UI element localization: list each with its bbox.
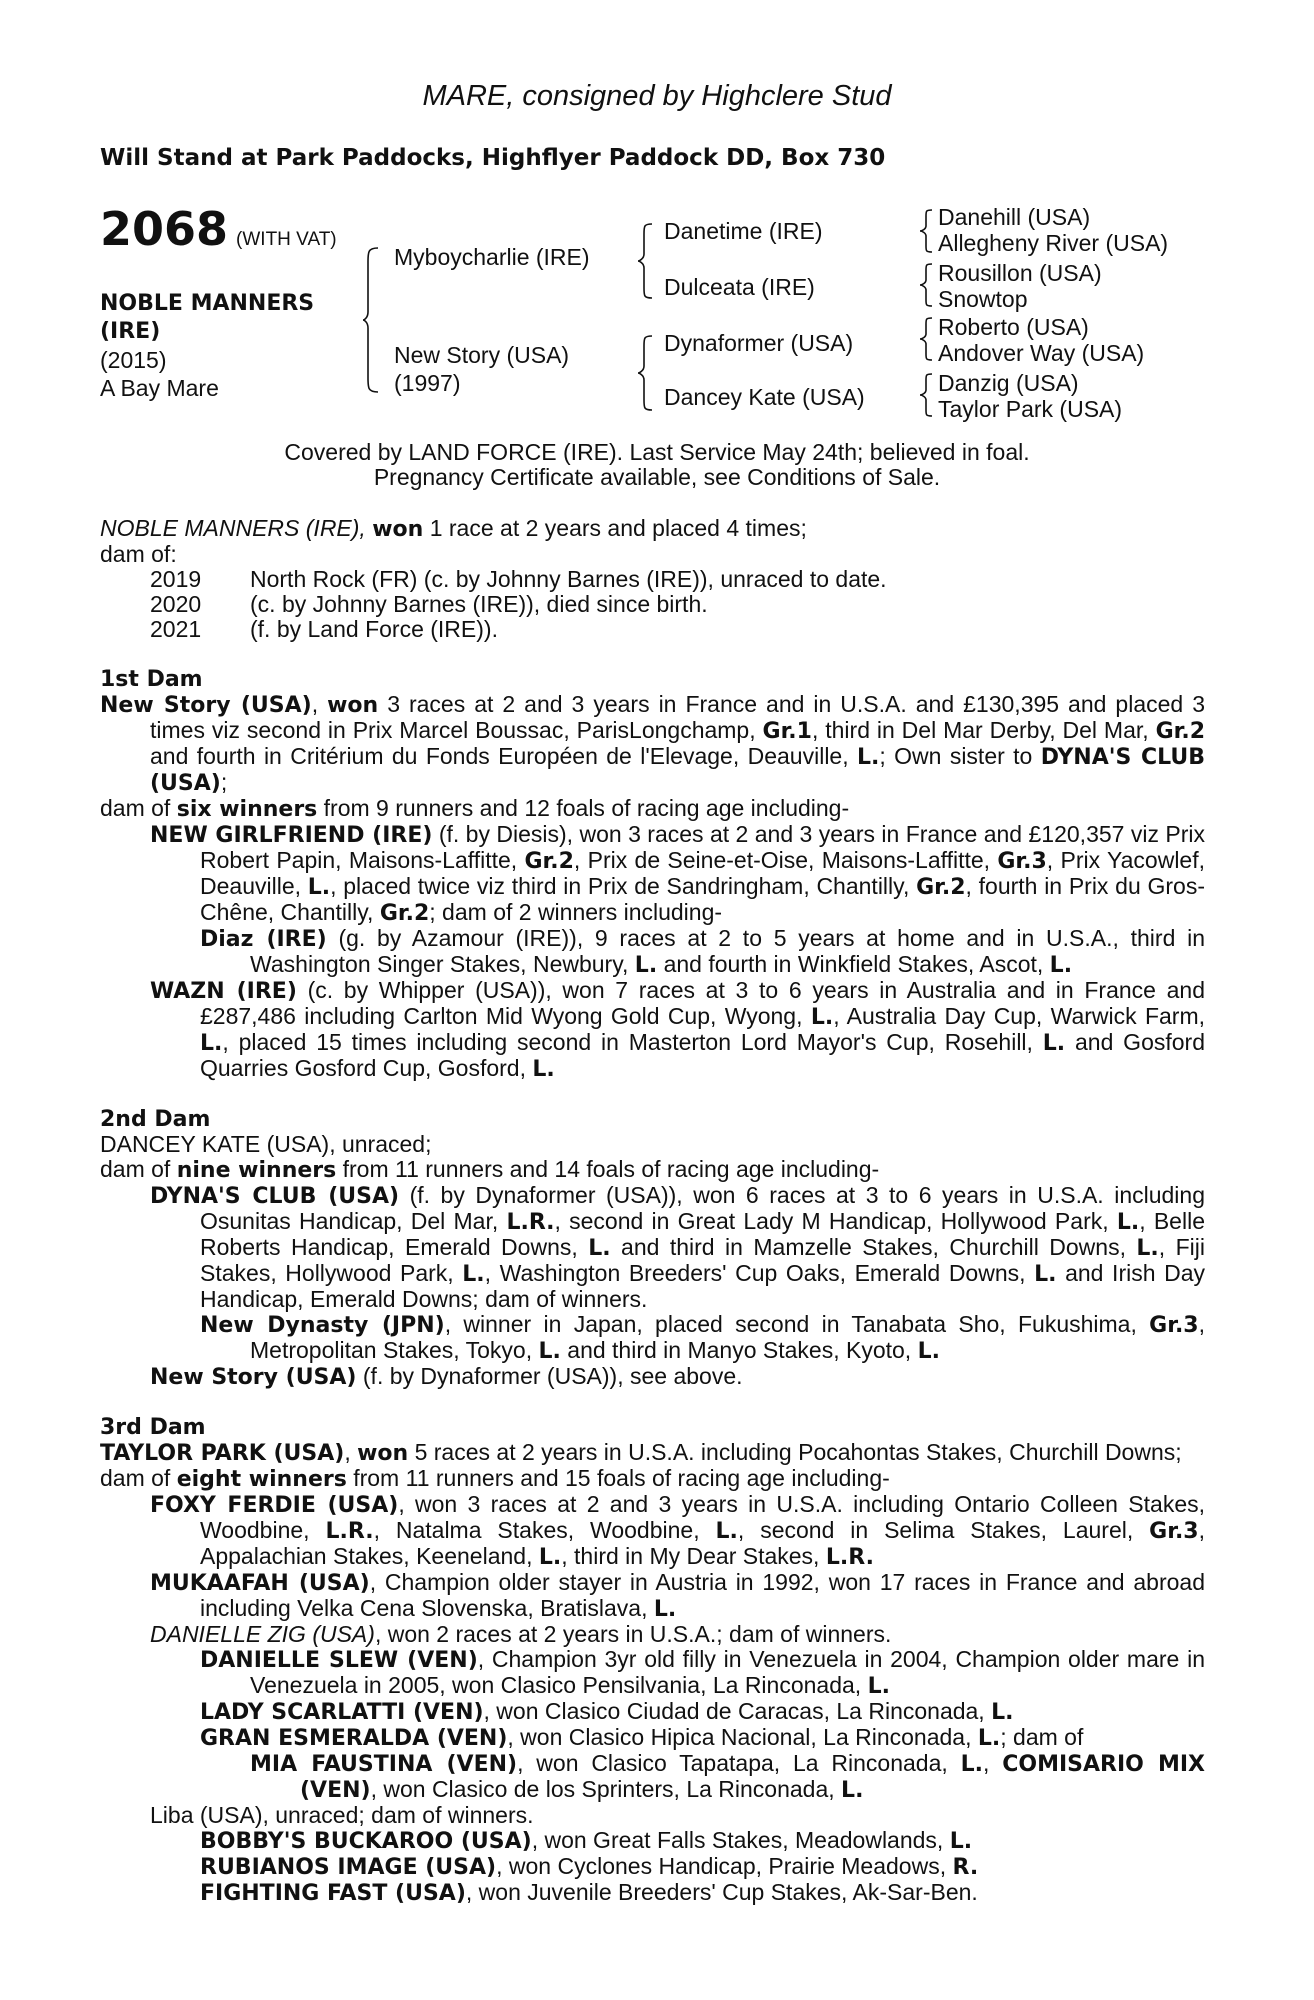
produce-text: (f. by Land Force (IRE)). (250, 616, 498, 642)
grade-label: Gr.2 (916, 875, 966, 900)
listed-label: L. (1034, 1262, 1057, 1287)
text: (g. by Azamour (IRE)), 9 races at 2 to 5 years at home and in U.S.A., third in Washington Singer Stakes, Newbury, (250, 925, 1205, 977)
pedigree-dam: New Story (USA) (394, 342, 570, 368)
produce-year: 2019 (150, 566, 202, 592)
text: , won Clasico Hipica Nacional, La Rinconada, (507, 1724, 978, 1750)
pedigree-g7: Danzig (USA) (938, 370, 1079, 396)
offspring-entry (100, 1828, 1205, 1854)
text: , Fiji Stakes, Hollywood Park, (200, 1234, 1206, 1286)
offspring-entry (100, 1312, 1205, 1364)
offspring-entry (100, 1751, 1205, 1803)
grade-label: Gr.2 (524, 849, 574, 874)
pedigree-dam-dam: Dancey Kate (USA) (664, 384, 865, 410)
pedigree-g5: Roberto (USA) (938, 314, 1089, 340)
offspring-name: New Dynasty (JPN) (200, 1313, 445, 1338)
horse-year: (2015) (100, 347, 167, 373)
pedigree-sire-sire: Danetime (IRE) (664, 218, 823, 244)
pedigree-g3: Rousillon (USA) (938, 260, 1102, 286)
text: , won Juvenile Breeders' Cup Stakes, Ak-Sar-Ben. (465, 1879, 978, 1905)
third-dam-paragraph (100, 1440, 1205, 1466)
text: 5 races at 2 years in U.S.A. including Pocahontas Stakes, Churchill Downs; (408, 1439, 1182, 1465)
listed-label: L. (867, 1674, 890, 1699)
offspring-entry (100, 1622, 1205, 1647)
covering-line: Covered by LAND FORCE (IRE). Last Service May 24th; believed in foal. (284, 439, 1030, 465)
grade-label: Gr.3 (1149, 1313, 1199, 1338)
pedigree-brace-g4 (918, 372, 934, 418)
grade-label: Gr.2 (1155, 719, 1205, 744)
listed-label: L. (588, 1236, 611, 1261)
offspring-name: RUBIANOS IMAGE (USA) (200, 1855, 497, 1880)
listed-label: L.R. (325, 1519, 374, 1544)
text: , Belle Roberts Handicap, Emerald Downs, (200, 1208, 1205, 1260)
intro-text: 1 race at 2 years and placed 4 times; (423, 515, 807, 541)
listed-label: L. (538, 1545, 562, 1570)
text: (f. by Diesis), won 3 races at 2 and 3 years in France and £120,357 viz Prix Robert Papin, Maisons-Laffitte, (200, 821, 1205, 873)
offspring-name: FOXY FERDIE (USA) (150, 1493, 399, 1518)
listed-label: L. (810, 1005, 834, 1030)
pedigree-dam-sire: Dynaformer (USA) (664, 330, 854, 356)
lot-number: 2068 (100, 202, 229, 256)
grade-label: Gr.3 (997, 849, 1047, 874)
text: (c. by Whipper (USA)), won 7 races at 3 to 6 years in Australia and in France and £287,486 including Carlton Mid Wyong Gold Cup, Wyong, (200, 977, 1206, 1029)
text: , Metropolitan Stakes, Tokyo, (250, 1311, 1205, 1363)
pregnancy-line: Pregnancy Certificate available, see Conditions of Sale. (373, 464, 941, 490)
listed-label: L. (200, 1031, 223, 1056)
lot-block (100, 204, 337, 254)
listed-label: L. (1042, 1031, 1066, 1056)
consignor-heading: MARE, consigned by Highclere Stud (422, 80, 892, 112)
offspring-entry (100, 1725, 1205, 1751)
listed-label: L. (949, 1829, 973, 1854)
offspring-name: BOBBY'S BUCKAROO (USA) (200, 1829, 532, 1854)
text: and fourth in Critérium du Fonds Européen de l'Elevage, Deauville, (150, 743, 857, 769)
pedigree-brace-g3 (918, 316, 934, 362)
text: , fourth in Prix du Gros-Chêne, Chantilly, (200, 873, 1205, 925)
second-dam-name: DANCEY KATE (USA), unraced; (100, 1131, 432, 1157)
pedigree-brace-sire (636, 222, 656, 300)
offspring-name: WAZN (IRE) (150, 979, 297, 1004)
text: ; Own sister to (879, 743, 1041, 769)
listed-label: L. (307, 875, 331, 900)
covering-note (0, 440, 1314, 490)
pedigree-g6: Andover Way (USA) (938, 340, 1145, 366)
offspring-entry (100, 1647, 1205, 1699)
listed-label: L. (917, 1339, 940, 1364)
produce-text: (c. by Johnny Barnes (IRE)), died since birth. (250, 591, 708, 617)
listed-label: L.R. (825, 1545, 874, 1570)
first-dam-produce-summary (100, 796, 1205, 822)
offspring-entry (100, 1570, 1205, 1622)
text: , placed 15 times including second in Masterton Lord Mayor's Cup, Rosehill, (222, 1029, 1043, 1055)
listed-label: L. (1116, 1210, 1140, 1235)
offspring-entry (100, 978, 1205, 1082)
listed-label: L. (653, 1597, 677, 1622)
grade-label: Gr.3 (1149, 1519, 1199, 1544)
dam-of-label: dam of: (100, 541, 177, 567)
first-dam-heading: 1st Dam (100, 667, 203, 692)
text: , Washington Breeders' Cup Oaks, Emerald Downs, (484, 1260, 1035, 1286)
text: 3 races at 2 and 3 years in France and in U.S.A. and £130,395 and placed 3 times viz second in Prix Marcel Boussac, ParisLongchamp, (150, 691, 1205, 743)
horse-name: NOBLE MANNERS (100, 291, 315, 316)
text: , won Great Falls Stakes, Meadowlands, (531, 1827, 950, 1853)
text: , Prix de Seine-et-Oise, Maisons-Laffitte, (573, 847, 998, 873)
offspring-name: NEW GIRLFRIEND (IRE) (150, 823, 433, 848)
offspring-name: DANIELLE ZIG (USA) (150, 1621, 375, 1647)
offspring-name: Diaz (IRE) (200, 927, 327, 952)
first-dam-paragraph (100, 692, 1205, 796)
listed-label: L.R. (506, 1210, 555, 1235)
text: , Appalachian Stakes, Keeneland, (200, 1517, 1205, 1569)
text: and Irish Day Handicap, Emerald Downs; dam of winners. (200, 1260, 1205, 1312)
produce-row (100, 567, 1205, 592)
second-dam-heading: 2nd Dam (100, 1107, 211, 1132)
pedigree-g8: Taylor Park (USA) (938, 396, 1123, 422)
listed-label: L. (841, 1778, 864, 1803)
offspring-entry (100, 1364, 1205, 1390)
offspring-name: New Story (USA) (150, 1365, 357, 1390)
text: , second in Selima Stakes, Laurel, (737, 1517, 1150, 1543)
grade-label: Gr.2 (379, 901, 430, 926)
text: , Champion 3yr old filly in Venezuela in 2004, Champion older mare in Venezuela in 2005, won Clasico Pensilvania, La Rinconada, (250, 1646, 1205, 1698)
text: , third in My Dear Stakes, (561, 1543, 826, 1569)
intro-paragraph (100, 516, 1205, 542)
text: , winner in Japan, placed second in Tanabata Sho, Fukushima, (444, 1311, 1150, 1337)
punct: , (983, 1750, 1003, 1776)
offspring-name: LADY SCARLATTI (VEN) (200, 1700, 484, 1725)
horse-name-suffix: (IRE) (100, 319, 161, 344)
pedigree-brace-g2 (918, 262, 934, 308)
winners-count: six winners (176, 797, 318, 822)
offspring-name: COMISARIO MIX (VEN) (300, 1752, 1205, 1803)
pedigree-g1: Danehill (USA) (938, 204, 1091, 230)
pedigree-sire-dam: Dulceata (IRE) (664, 274, 815, 300)
listed-label: L. (1136, 1236, 1159, 1261)
horse-name-italic: NOBLE MANNERS (IRE), (100, 515, 366, 541)
text: , Natalma Stakes, Woodbine, (373, 1517, 716, 1543)
third-dam-name: TAYLOR PARK (USA) (100, 1441, 345, 1466)
second-dam-produce-summary (100, 1157, 1205, 1183)
text: and fourth in Winkfield Stakes, Ascot, (657, 951, 1050, 977)
pedigree-g2: Allegheny River (USA) (938, 230, 1169, 256)
text: dam of (100, 1156, 177, 1182)
won-keyword: won (357, 1441, 409, 1466)
horse-description: A Bay Mare (100, 375, 219, 401)
listed-label: L. (462, 1262, 485, 1287)
pedigree-g4: Snowtop (938, 286, 1028, 312)
listed-label: L. (977, 1726, 1001, 1751)
text: , third in Del Mar Derby, Del Mar, (811, 717, 1156, 743)
offspring-entry (100, 1492, 1205, 1570)
text: ; dam of (1000, 1724, 1084, 1750)
listed-label: R. (952, 1855, 979, 1880)
third-dam-heading: 3rd Dam (100, 1415, 206, 1440)
horse-details (100, 290, 314, 402)
offspring-name: DANIELLE SLEW (VEN) (200, 1648, 478, 1673)
produce-year: 2020 (150, 591, 202, 617)
listed-label: L. (857, 745, 880, 770)
listed-label: L. (1049, 953, 1073, 978)
text: , won Clasico Tapatapa, La Rinconada, (517, 1750, 961, 1776)
produce-text: North Rock (FR) (c. by Johnny Barnes (IRE)), unraced to date. (250, 566, 887, 592)
text: dam of (100, 1465, 177, 1491)
listed-label: L. (634, 953, 658, 978)
produce-year: 2021 (150, 616, 202, 642)
pedigree-brace-dam (636, 334, 656, 412)
text: , second in Great Lady M Handicap, Hollywood Park, (554, 1208, 1117, 1234)
pedigree-brace-g1 (918, 208, 934, 254)
offspring-entry (100, 1880, 1205, 1906)
third-dam-produce-summary (100, 1466, 1205, 1492)
offspring-entry (100, 1183, 1205, 1312)
pedigree-notes (100, 516, 1205, 1906)
pedigree-sire: Myboycharlie (IRE) (394, 244, 590, 270)
offspring-name: MIA FAUSTINA (VEN) (250, 1752, 518, 1777)
text: (f. by Dynaformer (USA)), see above. (356, 1363, 743, 1389)
offspring-entry (100, 822, 1205, 926)
punct: , (311, 691, 319, 717)
won-keyword: won (327, 693, 379, 718)
offspring-entry: Liba (USA), unraced; dam of winners. (150, 1802, 534, 1828)
listed-label: L. (715, 1519, 738, 1544)
offspring-entry (100, 926, 1205, 978)
listed-label: L. (538, 1339, 561, 1364)
won-keyword: won (372, 517, 424, 542)
text: , won Clasico Ciudad de Caracas, La Rinconada, (483, 1698, 992, 1724)
text: from 11 runners and 15 foals of racing age including- (346, 1465, 890, 1491)
vat-note: (WITH VAT) (236, 229, 337, 250)
first-dam-name: New Story (USA) (100, 693, 312, 718)
produce-row (100, 617, 1205, 642)
punct: ; (220, 769, 228, 795)
listed-label: L. (532, 1057, 555, 1082)
pedigree-brace-main (362, 246, 382, 394)
text: and third in Mamzelle Stakes, Churchill Downs, (610, 1234, 1137, 1260)
text: , Prix Yacowlef, Deauville, (200, 847, 1205, 899)
text: from 9 runners and 12 foals of racing age including- (317, 795, 850, 821)
listed-label: L. (991, 1700, 1014, 1725)
winners-count: eight winners (176, 1467, 347, 1492)
text: , Champion older stayer in Austria in 1992, won 17 races in France and abroad including Velka Cena Slovenska, Bratislava, (200, 1569, 1205, 1621)
text: , won Clasico de los Sprinters, La Rinconada, (370, 1776, 842, 1802)
punct: , (344, 1439, 358, 1465)
text: , won Cyclones Handicap, Prairie Meadows, (496, 1853, 953, 1879)
produce-row (100, 592, 1205, 617)
listed-label: L. (960, 1752, 983, 1777)
offspring-name: FIGHTING FAST (USA) (200, 1881, 466, 1906)
text: dam of (100, 795, 177, 821)
offspring-name: GRAN ESMERALDA (VEN) (200, 1726, 508, 1751)
stand-location: Will Stand at Park Paddocks, Highflyer Paddock DD, Box 730 (100, 145, 886, 171)
text: (f. by Dynaformer (USA)), won 6 races at 3 to 6 years in U.S.A. including Osunitas Handicap, Del Mar, (200, 1182, 1205, 1234)
text: ; dam of 2 winners including- (429, 899, 723, 925)
offspring-name: MUKAAFAH (USA) (150, 1571, 370, 1596)
text: , won 2 races at 2 years in U.S.A.; dam of winners. (374, 1621, 892, 1647)
offspring-name: DYNA'S CLUB (USA) (150, 1184, 400, 1209)
sister-name: DYNA'S CLUB (USA) (150, 745, 1205, 796)
text: , won 3 races at 2 and 3 years in U.S.A. including Ontario Colleen Stakes, Woodbine, (200, 1491, 1205, 1543)
text: and Gosford Quarries Gosford Cup, Gosford, (200, 1029, 1205, 1081)
text: , Australia Day Cup, Warwick Farm, (833, 1003, 1205, 1029)
pedigree-dam-year: (1997) (394, 370, 461, 396)
offspring-entry (100, 1854, 1205, 1880)
text: , placed twice viz third in Prix de Sandringham, Chantilly, (330, 873, 917, 899)
grade-label: Gr.1 (762, 719, 812, 744)
text: and third in Manyo Stakes, Kyoto, (560, 1337, 918, 1363)
offspring-entry (100, 1699, 1205, 1725)
text: from 11 runners and 14 foals of racing age including- (336, 1156, 880, 1182)
winners-count: nine winners (176, 1158, 337, 1183)
